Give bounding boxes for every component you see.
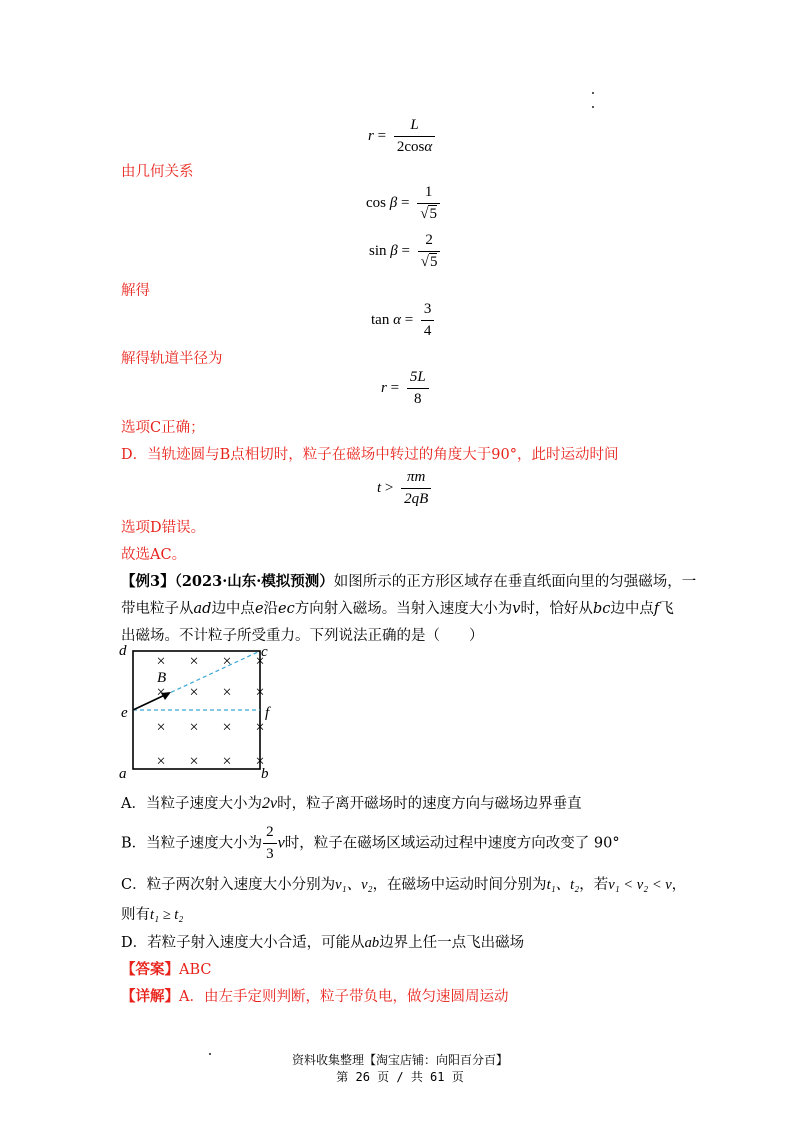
option-d-wrong: 选项D错误。 xyxy=(121,520,206,536)
option-b: B．当粒子速度大小为 $\frac{2}{3}$ v时，粒子在磁场区域运动过程中速度方向改变了 90° xyxy=(121,824,620,862)
decor-dot xyxy=(592,106,594,108)
option-c-correct: 选项C正确； xyxy=(121,420,205,436)
field-cross: × xyxy=(156,719,166,736)
option-c-continued: 则有t₁ ≥ t₂ xyxy=(121,907,184,923)
field-cross: × xyxy=(189,653,199,670)
field-cross: × xyxy=(222,719,232,736)
example-line-1: 【例3】（2023·山东·模拟预测）如图所示的正方形区域存在垂直纸面向里的匀强磁场，一 xyxy=(121,573,697,590)
option-c: C．粒子两次射入速度大小分别为v₁、v₂，在磁场中运动时间分别为t₁、t₂，若v₁ < v₂ < v， xyxy=(121,877,687,893)
field-cross: × xyxy=(156,653,166,670)
example-line-3: 出磁场。不计粒子所受重力。下列说法正确的是（ ） xyxy=(121,628,484,644)
page-number: 第 26 页 / 共 61 页 xyxy=(336,1070,464,1084)
corner-d-label: d xyxy=(119,643,127,659)
answer-label: 【答案】 xyxy=(121,961,179,978)
corner-c-label: c xyxy=(261,644,268,660)
field-cross: × xyxy=(156,684,166,701)
example-source: （2023·山东·模拟预测） xyxy=(174,573,334,590)
field-cross: × xyxy=(189,753,199,770)
equation-r: r = $\frac{L}{2\cos\alpha}$ xyxy=(368,117,435,156)
field-cross: × xyxy=(255,753,265,770)
analysis-line: 【详解】A．由左手定则判断，粒子带负电，做匀速圆周运动 xyxy=(121,988,509,1005)
field-cross: × xyxy=(222,753,232,770)
field-cross: × xyxy=(255,719,265,736)
option-d-text: D．当轨迹圆与B点相切时，粒子在磁场中转过的角度大于90°，此时运动时间 xyxy=(121,447,619,463)
field-cross: × xyxy=(189,684,199,701)
option-d: D．若粒子射入速度大小合适，可能从ab边界上任一点飞出磁场 xyxy=(121,935,525,951)
example-label: 【例3】 xyxy=(121,573,175,590)
field-cross: × xyxy=(255,653,265,670)
point-f-label: f xyxy=(265,705,270,721)
corner-a-label: a xyxy=(119,766,127,782)
field-cross: × xyxy=(255,684,265,701)
point-e-label: e xyxy=(121,705,128,721)
answer-value: ABC xyxy=(179,962,212,978)
geo-relation-text: 由几何关系 xyxy=(121,164,194,180)
field-cross: × xyxy=(222,653,232,670)
solve-text: 解得 xyxy=(121,283,150,299)
equation-t: t > $\frac{\pi m}{2qB}$ xyxy=(377,469,431,508)
field-crosses xyxy=(156,653,264,770)
equation-cos-beta: cos β = $\frac{1}{√5}$ xyxy=(366,184,440,223)
equation-tan-alpha: tan α = $\frac{3}{4}$ xyxy=(371,301,434,340)
answer-line xyxy=(121,958,212,979)
example-line-2: 带电粒子从ad边中点e沿ec方向射入磁场。当射入速度大小为v时，恰好从bc边中点f飞 xyxy=(121,601,674,617)
field-cross: × xyxy=(189,719,199,736)
equation-r-result: r = $\frac{5L}{8}$ xyxy=(381,369,429,408)
field-cross: × xyxy=(222,684,232,701)
footer-source: 资料收集整理【淘宝店铺：向阳百分百】 xyxy=(291,1053,508,1067)
option-a: A．当粒子速度大小为2v时，粒子离开磁场时的速度方向与磁场边界垂直 xyxy=(121,795,582,812)
magnetic-field-figure xyxy=(115,640,285,785)
equation-sin-beta: sin β = $\frac{2}{√5}$ xyxy=(369,232,440,271)
field-b-label: B xyxy=(157,670,167,686)
choose-ac: 故选AC。 xyxy=(121,547,187,563)
corner-b-label: b xyxy=(261,766,269,782)
analysis-label: 【详解】 xyxy=(121,988,179,1005)
solve-radius-text: 解得轨道半径为 xyxy=(121,351,223,367)
field-cross: × xyxy=(156,753,166,770)
decor-dot xyxy=(592,92,594,94)
